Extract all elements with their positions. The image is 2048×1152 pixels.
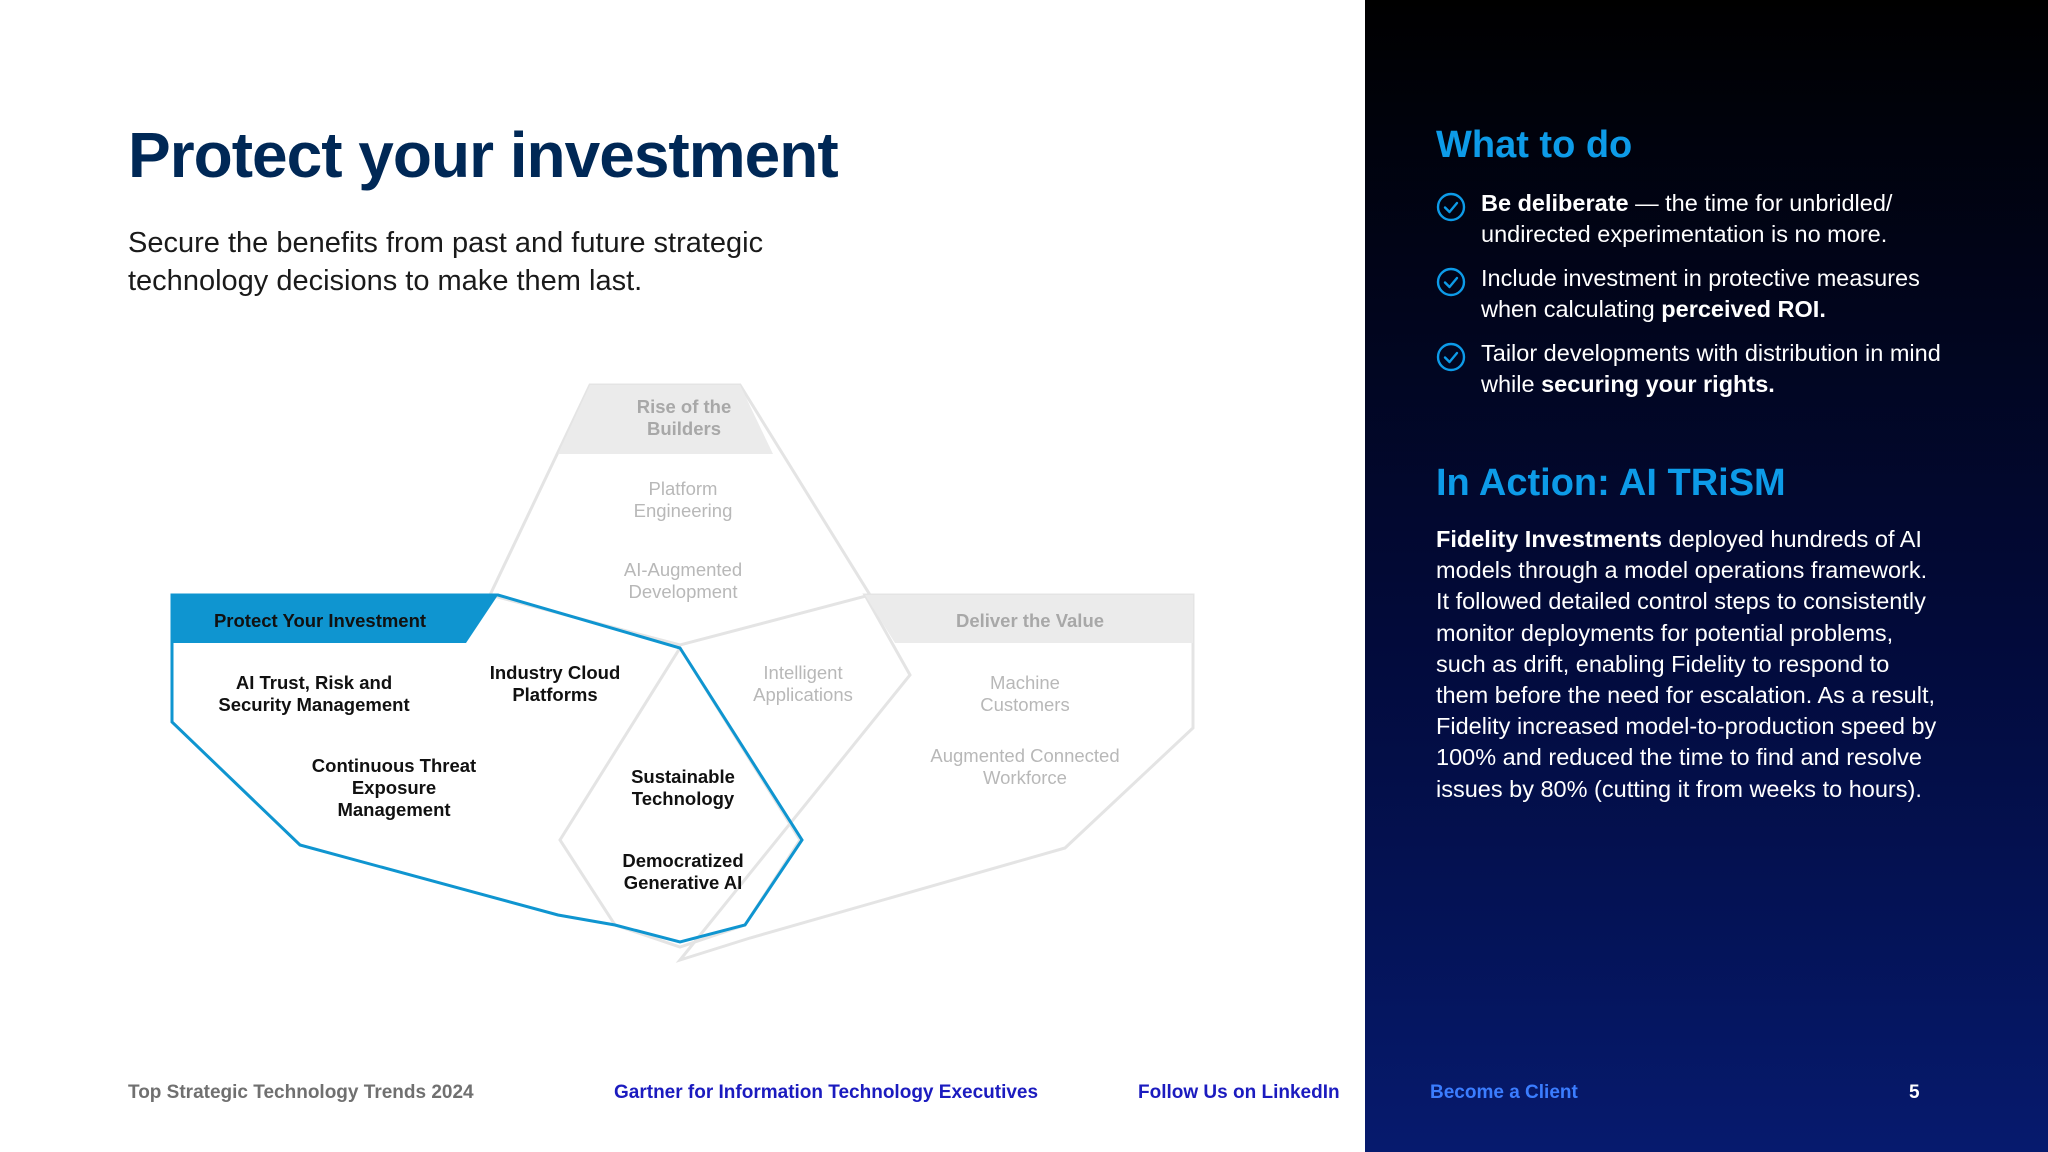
- trend-platform-engineering: Platform Engineering: [633, 478, 733, 521]
- trend-intelligent-applications: Intelligent Applications: [753, 662, 853, 705]
- trend-industry-cloud: Industry Cloud Platforms: [489, 662, 621, 705]
- check-circle-icon: [1436, 342, 1466, 372]
- trend-machine-customers: Machine Customers: [980, 672, 1070, 715]
- footer-gartner-link[interactable]: Gartner for Information Technology Executives: [614, 1082, 1039, 1103]
- trend-augmented-workforce: Augmented Connected Workforce: [930, 745, 1120, 788]
- check-circle-icon: [1436, 267, 1466, 297]
- in-action-heading: In Action: AI TRiSM: [1436, 462, 1786, 504]
- what-to-do-heading: What to do: [1436, 124, 1633, 166]
- page-title: Protect your investment: [128, 119, 838, 191]
- trend-ai-trism: AI Trust, Risk and Security Management: [218, 672, 410, 715]
- protect-label: Protect Your Investment: [213, 610, 427, 631]
- trend-ctem: Continuous Threat Exposure Management: [311, 755, 477, 820]
- footer-linkedin-link[interactable]: Follow Us on LinkedIn: [1138, 1082, 1340, 1103]
- trend-sustainable-technology: Sustainable Technology: [631, 766, 735, 809]
- trend-ai-augmented-development: AI-Augmented Development: [623, 559, 743, 602]
- page-subtitle: Secure the benefits from past and future strategic technology decisions to make them last.: [128, 227, 764, 297]
- page-number: 5: [1909, 1082, 1920, 1103]
- footer-become-client-link[interactable]: Become a Client: [1430, 1082, 1578, 1103]
- footer-report-name: Top Strategic Technology Trends 2024: [128, 1082, 474, 1103]
- todo-text-1: Be deliberate — the time for unbridled/ undirected experimentation is no more.: [1481, 190, 1893, 247]
- check-circle-icon: [1436, 192, 1466, 222]
- trend-democratized-ai: Democratized Generative AI: [622, 850, 744, 893]
- builders-label: Rise of the Builders: [636, 396, 732, 439]
- in-action-text: Fidelity Investments deployed hundreds of AI models through a model operations framework. It followed detailed control steps to consistently monitor deployments for potential problems, such as drift, enabling Fidelity to respond to them before the need for escalation. As a result, Fidelity increased model-to-production speed by 100% and reduced the time to find and resolve issues by 80% (cutting it from weeks to hours).: [1436, 526, 1937, 802]
- deliver-label: Deliver the Value: [955, 610, 1105, 631]
- trends-diagram: [150, 370, 1210, 970]
- todo-text-3: Tailor developments with distribution in mind while securing your rights.: [1481, 340, 1941, 397]
- todo-text-2: Include investment in protective measures when calculating perceived ROI.: [1481, 265, 1920, 322]
